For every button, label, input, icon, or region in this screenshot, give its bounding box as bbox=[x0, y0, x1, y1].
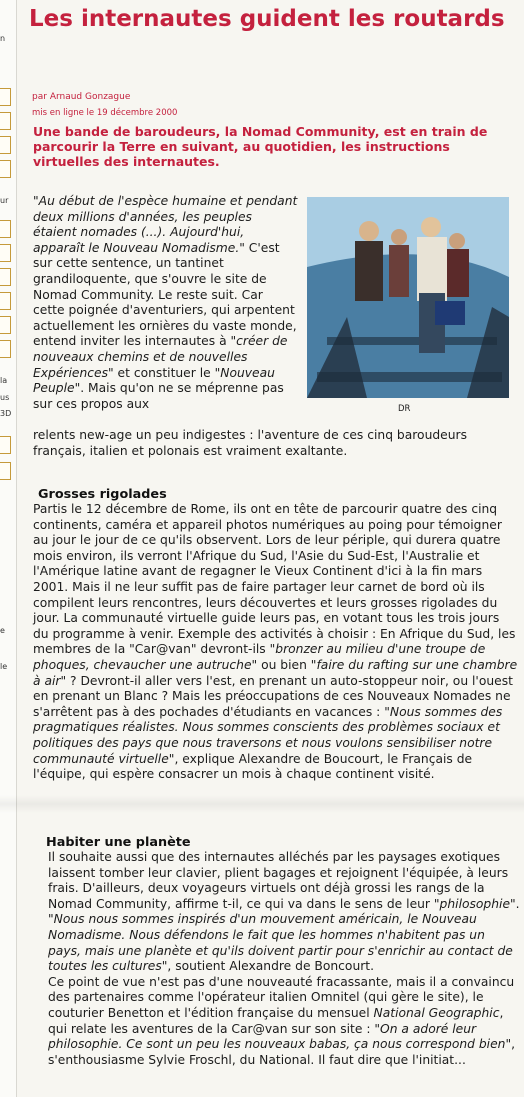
edge-box bbox=[0, 316, 11, 334]
subheading-grosses-rigolades: Grosses rigolades bbox=[38, 487, 167, 502]
edge-box bbox=[0, 220, 11, 238]
edge-box bbox=[0, 112, 11, 130]
edge-box bbox=[0, 462, 11, 480]
intro-quote: "Au début de l'espèce humaine et pendant deux millions d'années, les peuples étaient nomades (...). Aujourd'hui, apparaît le Nouveau Nomadisme." bbox=[33, 194, 298, 255]
article-lead: Une bande de baroudeurs, la Nomad Community, est en train de parcourir la Terre en suivant, au quotidien, les instructions virtuelles des internautes. bbox=[33, 124, 488, 169]
paragraph-intro-end: relents new-age un peu indigestes : l'aventure de ces cinq baroudeurs français, italien et polonais est vraiment exaltante. bbox=[33, 428, 467, 458]
paragraph-intro: "Au début de l'espèce humaine et pendant deux millions d'années, les peuples étaient nomades (...). Aujourd'hui, apparaît le Nouveau Nomadisme." C'est sur cette sentence, un tantinet grandiloquente, que s'ouvre le site de Nomad Community. Le reste suit. Car cette poignée d'aventuriers, qui arpentent actuellement les ornières du vaste monde, entend inviter les internautes à "créer de nouveaux chemins et de nouvelles Expériences" et constituer le "Nouveau Peuple". Mais qu'on ne se méprenne pas sur ces propos aux bbox=[33, 194, 298, 411]
page-fold-shadow bbox=[0, 795, 524, 813]
edge-label: us bbox=[0, 393, 10, 402]
edge-box bbox=[0, 292, 11, 310]
edge-label: ur bbox=[0, 196, 9, 205]
edge-box bbox=[0, 244, 11, 262]
photo-caption: DR bbox=[398, 404, 411, 414]
article-title: Les internautes guident les routards bbox=[29, 6, 505, 32]
author-name: Arnaud Gonzague bbox=[49, 92, 131, 102]
paragraph-planete: Il souhaite aussi que des internautes alléchés par les paysages exotiques laissent tomber leur clavier, plient bagages et rejoignent l'équipée, à leurs frais. D'ailleurs, deux voyageurs virtuels ont déjà grossi les rangs de la Nomad Community, affirme t-il, ce qui va dans le sens de leur "philosophie". "Nous nous sommes inspirés d'un mouvement américain, le Nouveau Nomadisme. Nous défendons le fait que les hommes n'habitent pas un pays, mais une planète et qu'ils doivent partir pour s'enrichir au contact de toutes les cultures", soutient Alexandre de Boncourt. Ce point de vue n'est pas d'une nouveauté fracassante, mais il a convaincu des partenaires comme l'opérateur italien Omnitel (qui gère le site), le couturier Benetton et l'édition française du mensuel National Geographic, qui relate les aventures de la Car@van sur son site : "On a adoré leur philosophie. Ce sont un peu les nouveaux babas, ça nous correspond bien", s'enthousiasme Sylvie Froschl, du National. Il faut dire que l'initiat... bbox=[48, 850, 520, 1067]
edge-label: la bbox=[0, 376, 8, 385]
edge-box bbox=[0, 88, 11, 106]
subheading-habiter-une-planete: Habiter une planète bbox=[46, 835, 191, 850]
edge-box bbox=[0, 436, 11, 454]
edge-box bbox=[0, 160, 11, 178]
edge-label: le bbox=[0, 662, 8, 671]
edge-label: n bbox=[0, 34, 6, 43]
paragraph-rigolades: Partis le 12 décembre de Rome, ils ont en tête de parcourir quatre des cinq continents, caméra et appareil photos numériques au poing pour témoigner au jour le jour de ce qu'ils observent. Lors de leur périple, qui durera quatre mois environ, ils verront l'Afrique du Sud, l'Asie du Sud-Est, l'Australie et l'Amérique latine avant de regagner le Vieux Continent d'ici à la fin mars 2001. Mais il ne leur suffit pas de faire partager leur carnet de bord où ils compilent leurs rencontres, leurs découvertes et leurs grosses rigolades du jour. La communauté virtuelle guide leurs pas, en votant tous les trois jours du programme à venir. Exemple des activités à choisir : En Afrique du Sud, les membres de la "Car@van" devront-ils "bronzer au milieu d'une troupe de phoques, chevaucher une autruche" ou bien "faire du rafting sur une chambre à air" ? Devront-il aller vers l'est, en prenant un auto-stoppeur noir, ou l'ouest en prenant un Blanc ? Mais les préoccupations de ces Nouveaux Nomades ne s'arrêtent pas à des pochades d'étudiants en vacances : "Nous sommes des pragmatiques réalistes. Nous sommes conscients des problèmes sociaux et politiques des pays que nous traversons et nous voulons sensibiliser notre communauté virtuelle", explique Alexandre de Boucourt, le Français de l'équipe, qui espère consacrer un mois à chaque continent visité. bbox=[33, 502, 518, 782]
edge-box bbox=[0, 340, 11, 358]
article-photo bbox=[307, 197, 509, 398]
edge-label: e bbox=[0, 626, 5, 635]
publish-date: mis en ligne le 19 décembre 2000 bbox=[32, 108, 178, 118]
travellers-photo bbox=[307, 197, 509, 398]
byline-prefix: par bbox=[32, 92, 47, 102]
edge-box bbox=[0, 268, 11, 286]
edge-label: 3D bbox=[0, 409, 12, 418]
byline bbox=[32, 92, 130, 102]
previous-page-edge bbox=[0, 0, 17, 1097]
edge-box bbox=[0, 136, 11, 154]
